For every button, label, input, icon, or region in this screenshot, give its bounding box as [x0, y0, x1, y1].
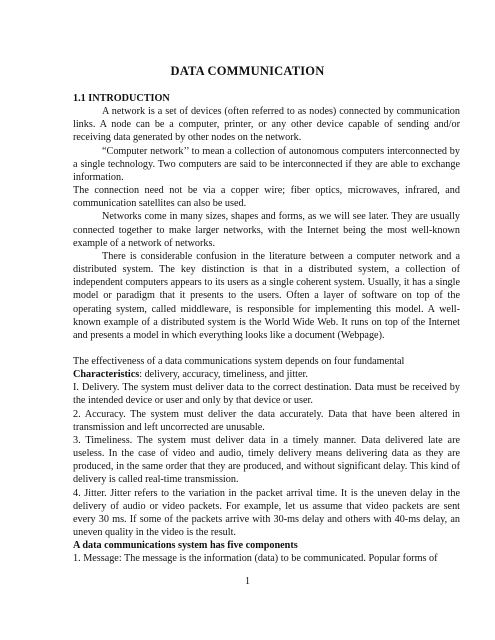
page-number: 1: [245, 576, 250, 587]
paragraph-effectiveness: The effectiveness of a data communications system depends on four fundamental: [73, 355, 405, 367]
paragraph-timeliness: 3. Timeliness. The system must deliver data in a timely manner. Data delivered late are useless. In the case of video and audio, timely delivery means delivering data as they are produced, in the same order that they are produced, and without significant delay. This kind of delivery is called real-time transmission.: [73, 434, 460, 486]
paragraph-network-sizes: Networks come in many sizes, shapes and forms, as we will see later. They are usually connected together to make larger networks, with the Internet being the most well-known example of a network of networks.: [73, 211, 460, 249]
section-heading: 1.1 INTRODUCTION: [73, 93, 170, 104]
paragraph-gap: [73, 342, 460, 355]
paragraph-jitter: 4. Jitter. Jitter refers to the variation in the packet arrival time. It is the uneven delay in the delivery of audio or video packets. For example, let us assume that video packets are sent every 30 ms. If some of the packets arrive with 30-ms delay and others with 40-ms delay, an uneven quality in the video is the result.: [73, 487, 460, 538]
paragraph-message-component: 1. Message: The message is the information (data) to be communicated. Popular forms of: [73, 553, 438, 565]
paragraph-characteristics: Characteristics: delivery, accuracy, timeliness, and jitter.: [73, 369, 308, 381]
characteristics-label: Characteristics: [73, 369, 140, 381]
document-title: DATA COMMUNICATION: [170, 64, 325, 78]
paragraph-accuracy: 2. Accuracy. The system must deliver the data accurately. Data that have been altered in transmission and left uncorrected are unusable.: [73, 408, 460, 433]
components-heading: A data communications system has five components: [73, 540, 298, 552]
paragraph-computer-network: “Computer network’’ to mean a collection of autonomous computers interconnected by a single technology. Two computers are said to be interconnected if they are able to exchange information.: [73, 145, 460, 183]
paragraph-delivery: I. Delivery. The system must deliver data to the correct destination. Data must be received by the intended device or user and only by that device or user.: [73, 382, 460, 407]
paragraph-network-definition: A network is a set of devices (often referred to as nodes) connected by communication links. A node can be a computer, printer, or any other device capable of sending and/or receiving data generated by other nodes on the network.: [73, 106, 460, 144]
paragraph-distributed-system: There is considerable confusion in the literature between a computer network and a distributed system. The key distinction is that in a distributed system, a collection of independent computers appears to its users as a single coherent system. Usually, it has a single model or paradigm that it presents to the users. Often a layer of software on top of the operating system, called middleware, is responsible for implementing this model. A well-known example of a distributed system is the World Wide Web. It runs on top of the Internet and presents a model in which everything looks like a document (Webpage).: [73, 250, 460, 341]
paragraph-connection-media: The connection need not be via a copper wire; fiber optics, microwaves, infrared, and communication satellites can also be used.: [73, 185, 460, 210]
document-body: [73, 92, 460, 565]
